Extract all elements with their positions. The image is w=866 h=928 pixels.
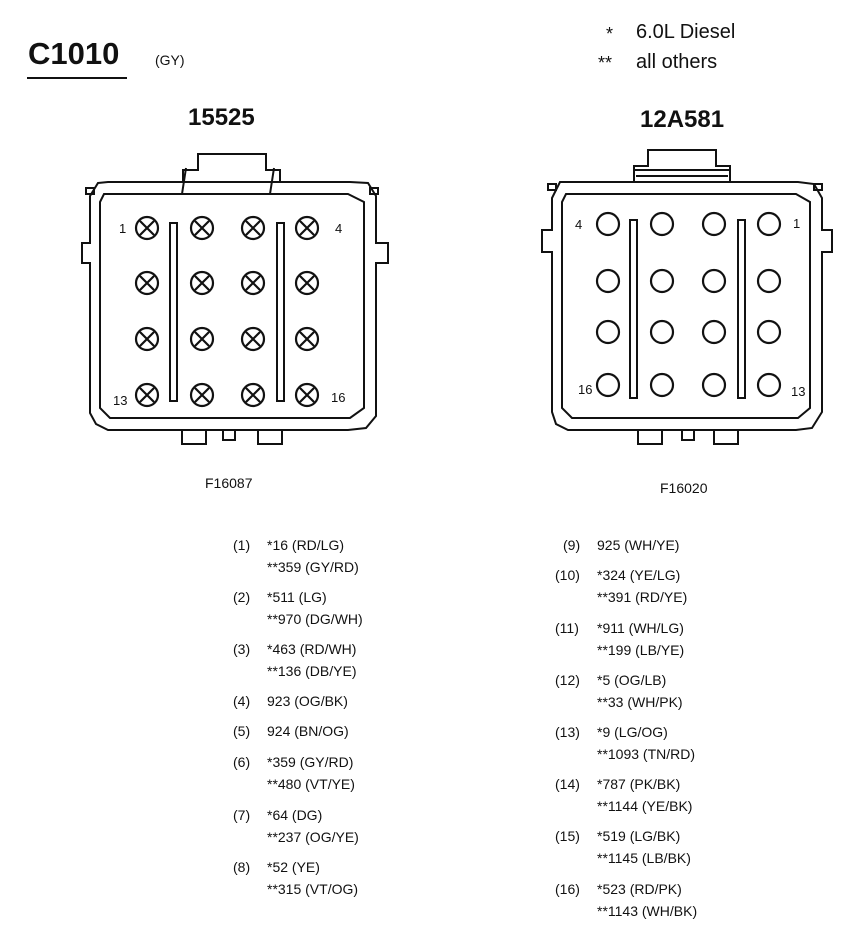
circuit-others: **480 (VT/YE)	[267, 776, 355, 792]
circuit-others: **237 (OG/YE)	[267, 829, 359, 845]
pin-number: (7)	[233, 807, 251, 823]
pin-label-left-bottom-right: 16	[331, 390, 346, 405]
pin-label-right-bottom-right: 13	[791, 384, 806, 399]
part-number-right: 12A581	[640, 106, 725, 133]
pin-label-left-bottom-left: 13	[113, 393, 128, 408]
circuit-diesel: *5 (OG/LB)	[597, 672, 667, 688]
circuit-diesel: *324 (YE/LG)	[597, 567, 681, 583]
circuit-diesel: *16 (RD/LG)	[267, 537, 345, 553]
circuit-others: **136 (DB/YE)	[267, 663, 357, 679]
figure-id-right: F16020	[660, 480, 708, 496]
pin-label-left-top-right: 4	[335, 221, 343, 236]
circuit-diesel: *359 (GY/RD)	[267, 754, 354, 770]
pin-number: (8)	[233, 859, 251, 875]
pin-label-left-top-left: 1	[119, 221, 127, 236]
circuit-others: **359 (GY/RD)	[267, 559, 359, 575]
pin-label-right-bottom-left: 16	[578, 382, 593, 397]
pin-label-right-top-right: 1	[793, 216, 801, 231]
pin-number: (10)	[555, 567, 580, 583]
circuit-others: **1143 (WH/BK)	[597, 903, 698, 919]
pin-number: (9)	[563, 537, 581, 553]
legend-text-diesel: 6.0L Diesel	[636, 21, 736, 43]
connector-id: C1010	[28, 36, 120, 71]
pin-number: (3)	[233, 641, 251, 657]
pin-number: (11)	[555, 620, 579, 636]
circuit-others: **1144 (YE/BK)	[597, 798, 693, 814]
connector-face-right	[538, 140, 838, 450]
pin-label-right-top-left: 4	[575, 217, 583, 232]
circuit-diesel: *911 (WH/LG)	[597, 620, 684, 636]
pin-number: (6)	[233, 754, 251, 770]
pin-number: (14)	[555, 776, 580, 792]
circuit-others: **391 (RD/YE)	[597, 589, 688, 605]
circuit: 925 (WH/YE)	[597, 537, 680, 553]
pin-number: (5)	[233, 723, 251, 739]
circuit-others: **315 (VT/OG)	[267, 881, 359, 897]
circuit-others: **33 (WH/PK)	[597, 694, 683, 710]
title-underline	[27, 77, 127, 79]
connector-color-code: (GY)	[155, 52, 185, 68]
circuit-others: **199 (LB/YE)	[597, 642, 685, 658]
circuit: 923 (OG/BK)	[267, 693, 348, 709]
circuit-others: **1093 (TN/RD)	[597, 746, 696, 762]
circuit-diesel: *787 (PK/BK)	[597, 776, 681, 792]
pin-number: (12)	[555, 672, 580, 688]
pin-number: (15)	[555, 828, 580, 844]
legend-symbol-diesel: *	[606, 24, 614, 44]
legend-text-others: all others	[636, 51, 718, 73]
circuit: 924 (BN/OG)	[267, 723, 349, 739]
pin-cavities-right	[597, 213, 780, 396]
pin-number: (2)	[233, 589, 251, 605]
circuit-others: **1145 (LB/BK)	[597, 850, 691, 866]
circuit-diesel: *523 (RD/PK)	[597, 881, 682, 897]
circuit-diesel: *519 (LG/BK)	[597, 828, 681, 844]
circuit-diesel: *463 (RD/WH)	[267, 641, 357, 657]
circuit-diesel: *52 (YE)	[267, 859, 320, 875]
circuit-others: **970 (DG/WH)	[267, 611, 363, 627]
legend-symbol-others: **	[598, 53, 613, 73]
circuit-diesel: *511 (LG)	[267, 589, 327, 605]
part-number-left: 15525	[188, 104, 255, 131]
pin-number: (16)	[555, 881, 580, 897]
pin-cavities-left	[136, 217, 318, 406]
circuit-diesel: *9 (LG/OG)	[597, 724, 668, 740]
figure-id-left: F16087	[205, 475, 253, 491]
pin-number: (4)	[233, 693, 251, 709]
pin-number: (13)	[555, 724, 580, 740]
circuit-diesel: *64 (DG)	[267, 807, 323, 823]
pin-number: (1)	[233, 537, 251, 553]
